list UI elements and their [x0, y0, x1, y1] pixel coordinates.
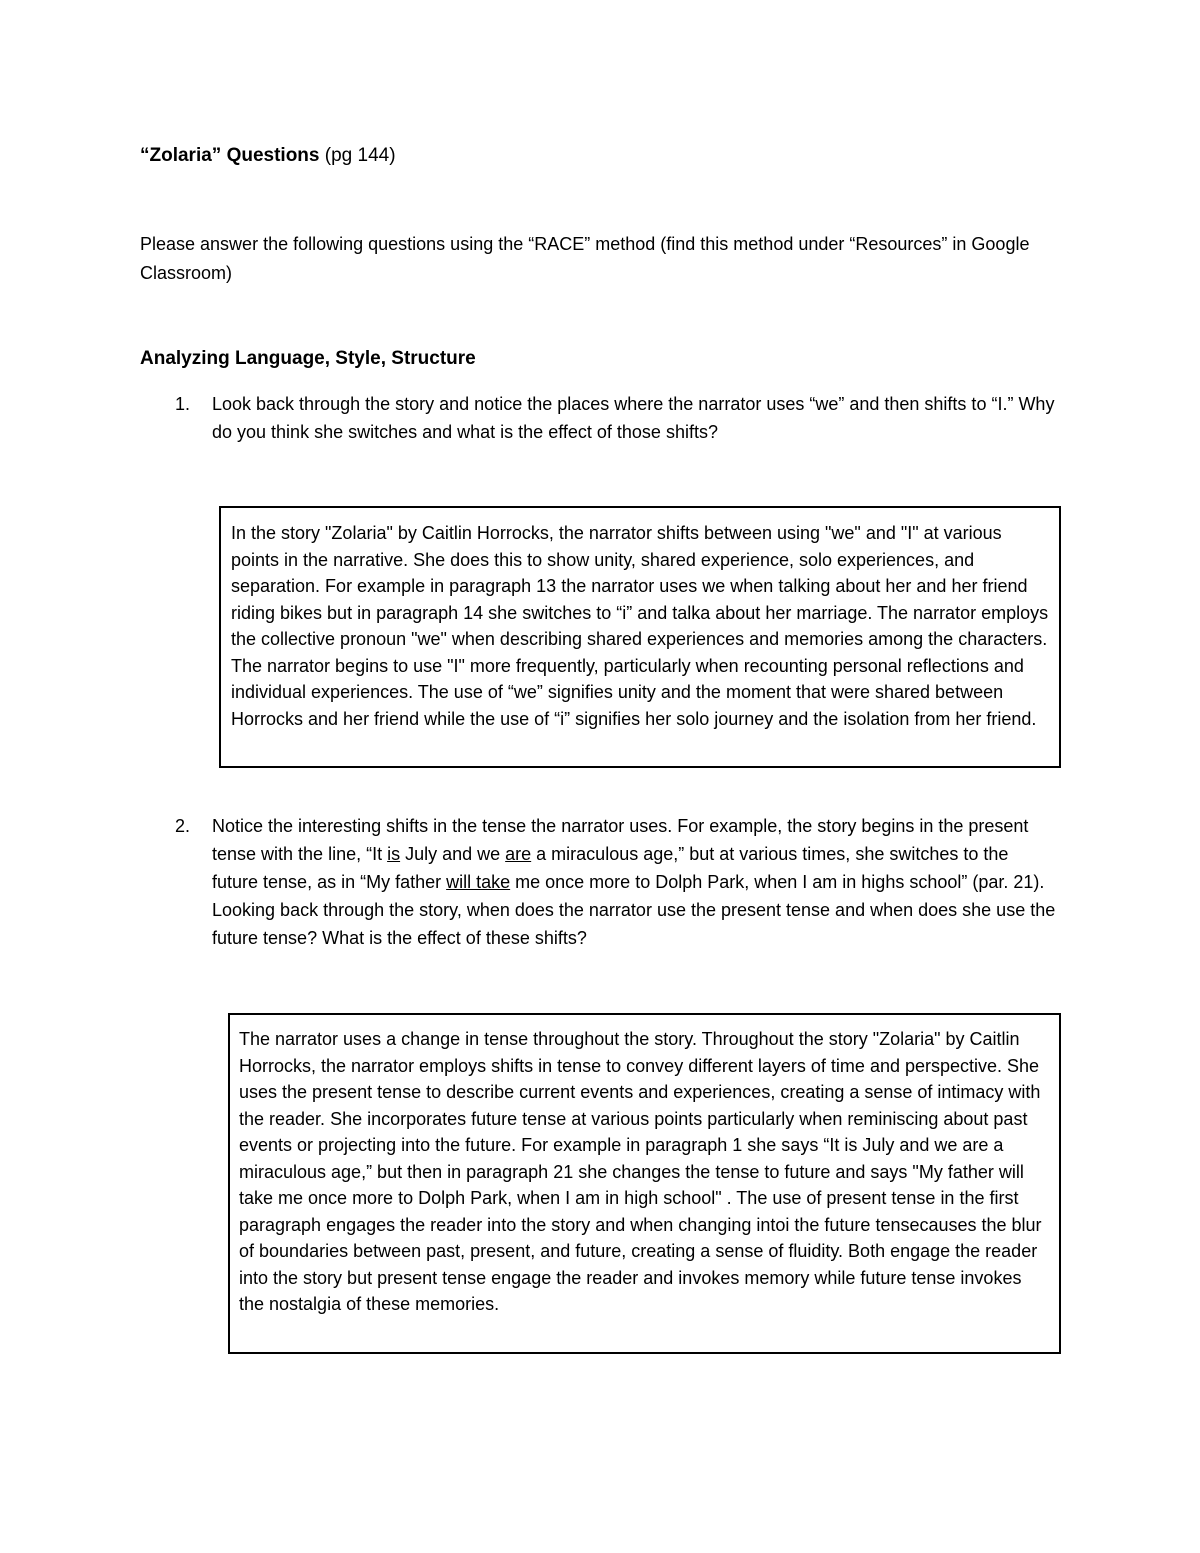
answer-box-2: The narrator uses a change in tense throughout the story. Throughout the story "Zolaria" by Caitlin Horrocks, the narrator employs shifts in tense to convey different layers of time and perspective. She uses the present tense to describe current events and experiences, creating a sense of intimacy with the reader. She incorporates future tense at various points particularly when reminiscing about past events or projecting into the future. For example in paragraph 1 she says “It is July and we are a miraculous age,” but then in paragraph 21 she changes the tense to future and says "My father will take me once more to Dolph Park, when I am in high school" . The use of present tense in the first paragraph engages the reader into the story and when changing intoi the future tensecauses the blur of boundaries between past, present, and future, creating a sense of fluidity. Both engage the reader into the story but present tense engage the reader and invokes memory while future tense invokes the nostalgia of these memories.: [228, 1013, 1061, 1354]
question-text-part: July and we: [400, 844, 506, 864]
title-bold-text: “Zolaria” Questions: [140, 145, 320, 166]
question-text-part: a miraculous age,” but at various times, she switches to the future tense, as in “My father: [212, 844, 1009, 892]
underlined-word: is: [387, 844, 401, 864]
section-heading: Analyzing Language, Style, Structure: [140, 348, 476, 369]
instructions-paragraph: Please answer the following questions using the “RACE” method (find this method under “Resources” in Google Classroom): [140, 234, 1030, 283]
underlined-word: will take: [446, 872, 511, 892]
question-text-part: Notice the interesting shifts in the tense the narrator uses. For example, the story begins in the present tense with the line, “It: [212, 816, 1029, 864]
question-number: 1.: [175, 394, 191, 414]
title-page-reference: (pg 144): [319, 145, 396, 166]
document-title: [140, 142, 396, 170]
answer-box-1: In the story "Zolaria" by Caitlin Horrocks, the narrator shifts between using "we" and "I" at various points in the narrative. She does this to show unity, shared experience, solo experiences, and separation. For example in paragraph 13 the narrator uses we when talking about her and her friend riding bikes but in paragraph 14 she switches to “i” and talka about her marriage. The narrator employs the collective pronoun "we" when describing shared experiences and memories among the characters. The narrator begins to use "I" more frequently, particularly when recounting personal reflections and individual experiences. The use of “we” signifies unity and the moment that were shared between Horrocks and her friend while the use of “i” signifies her solo journey and the isolation from her friend.: [219, 506, 1061, 768]
question-number: 2.: [175, 816, 191, 836]
question-text-part: me once more to Dolph Park, when I am in highs school” (par. 21). Looking back through the story, when does the narrator use the present tense and when does she use the future tense? What is the effect of these shifts?: [212, 872, 1056, 948]
question-text: [212, 812, 1057, 952]
question-text: Look back through the story and notice the places where the narrator uses “we” and then shifts to “I.” Why do you think she switches and what is the effect of those shifts?: [212, 394, 1055, 442]
underlined-word: are: [505, 844, 532, 864]
